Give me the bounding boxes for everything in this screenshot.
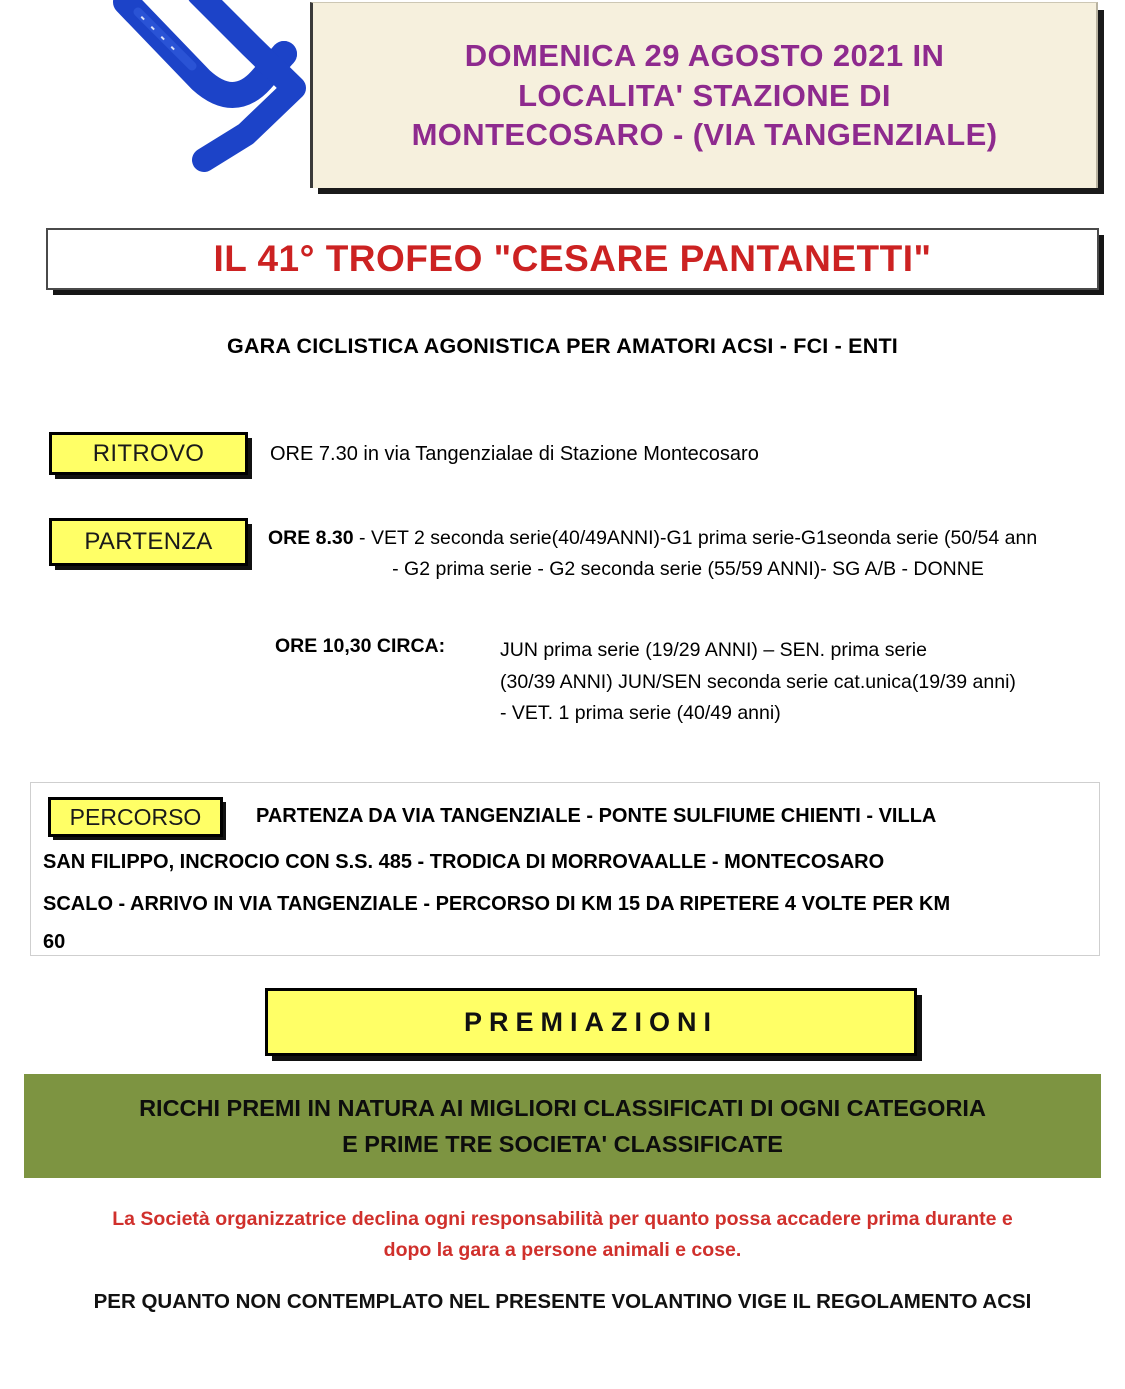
partenza-tag-label: PARTENZA — [84, 528, 213, 555]
percorso-line-2: SAN FILIPPO, INCROCIO CON S.S. 485 - TRODICA DI MORROVAALLE - MONTECOSARO — [43, 851, 885, 873]
header-band — [0, 0, 1125, 205]
percorso-box — [30, 782, 1100, 956]
percorso-tag-label: PERCORSO — [69, 803, 202, 830]
percorso-line-1: PARTENZA DA VIA TANGENZIALE - PONTE SULFIUME CHIENTI - VILLA — [256, 805, 937, 827]
disclaimer-line-1: La Società organizzatrice declina ogni responsabilità per quanto possa accadere prima durante e — [112, 1208, 1013, 1230]
partenza-line-1 — [268, 527, 1118, 550]
header-title-line-3: MONTECOSARO - (VIA TANGENZIALE) — [411, 117, 998, 153]
percorso-line-4: 60 — [43, 931, 66, 953]
ritrovo-text: ORE 7.30 in via Tangenzialae di Stazione Montecosaro — [270, 443, 759, 465]
ore-1030-line-1: JUN prima serie (19/29 ANNI) – SEN. prima serie — [500, 639, 927, 661]
header-title-line-1: DOMENICA 29 AGOSTO 2021 IN — [464, 37, 945, 73]
trophy-title-bar — [46, 228, 1099, 290]
acsi-cycling-logo-icon — [96, 0, 306, 174]
header-title-line-2: LOCALITA' STAZIONE DI — [518, 77, 891, 113]
ore-1030-label: ORE 10,30 CIRCA: — [275, 635, 446, 657]
premiazioni-label: PREMIAZIONI — [463, 1006, 718, 1037]
race-subtitle: GARA CICLISTICA AGONISTICA PER AMATORI ACSI - FCI - ENTI — [227, 334, 898, 358]
partenza-line-2: - G2 prima serie - G2 seconda serie (55/59 ANNI)- SG A/B - DONNE — [392, 558, 984, 580]
premi-green-box — [24, 1074, 1101, 1178]
partenza-categories-1: - VET 2 seconda serie(40/49ANNI)-G1 prima serie-G1seonda serie (50/54 ann — [353, 527, 1038, 549]
trophy-title: IL 41° TROFEO "CESARE PANTANETTI" — [213, 238, 932, 279]
disclaimer-line-2: dopo la gara a persone animali e cose. — [383, 1239, 742, 1262]
partenza-tag — [49, 518, 248, 566]
percorso-line-3: SCALO - ARRIVO IN VIA TANGENZIALE - PERCORSO DI KM 15 DA RIPETERE 4 VOLTE PER KM — [43, 893, 951, 915]
premiazioni-banner — [265, 988, 917, 1056]
premi-line-2: E PRIME TRE SOCIETA' CLASSIFICATE — [342, 1131, 783, 1157]
liability-disclaimer — [0, 1204, 1125, 1266]
ritrovo-tag — [49, 432, 248, 475]
ore-1030-line-3: - VET. 1 prima serie (40/49 anni) — [500, 702, 781, 725]
regulation-footer-note: PER QUANTO NON CONTEMPLATO NEL PRESENTE VOLANTINO VIGE IL REGOLAMENTO ACSI — [93, 1290, 1032, 1313]
header-title-box — [310, 2, 1098, 188]
percorso-tag — [48, 797, 223, 837]
ritrovo-tag-label: RITROVO — [92, 439, 205, 467]
ore-1030-categories — [500, 635, 1016, 730]
partenza-time: ORE 8.30 — [268, 527, 354, 549]
premi-line-1: RICCHI PREMI IN NATURA AI MIGLIORI CLASSIFICATI DI OGNI CATEGORIA — [139, 1094, 986, 1121]
ore-1030-line-2: (30/39 ANNI) JUN/SEN seconda serie cat.unica(19/39 anni) — [500, 670, 1016, 693]
